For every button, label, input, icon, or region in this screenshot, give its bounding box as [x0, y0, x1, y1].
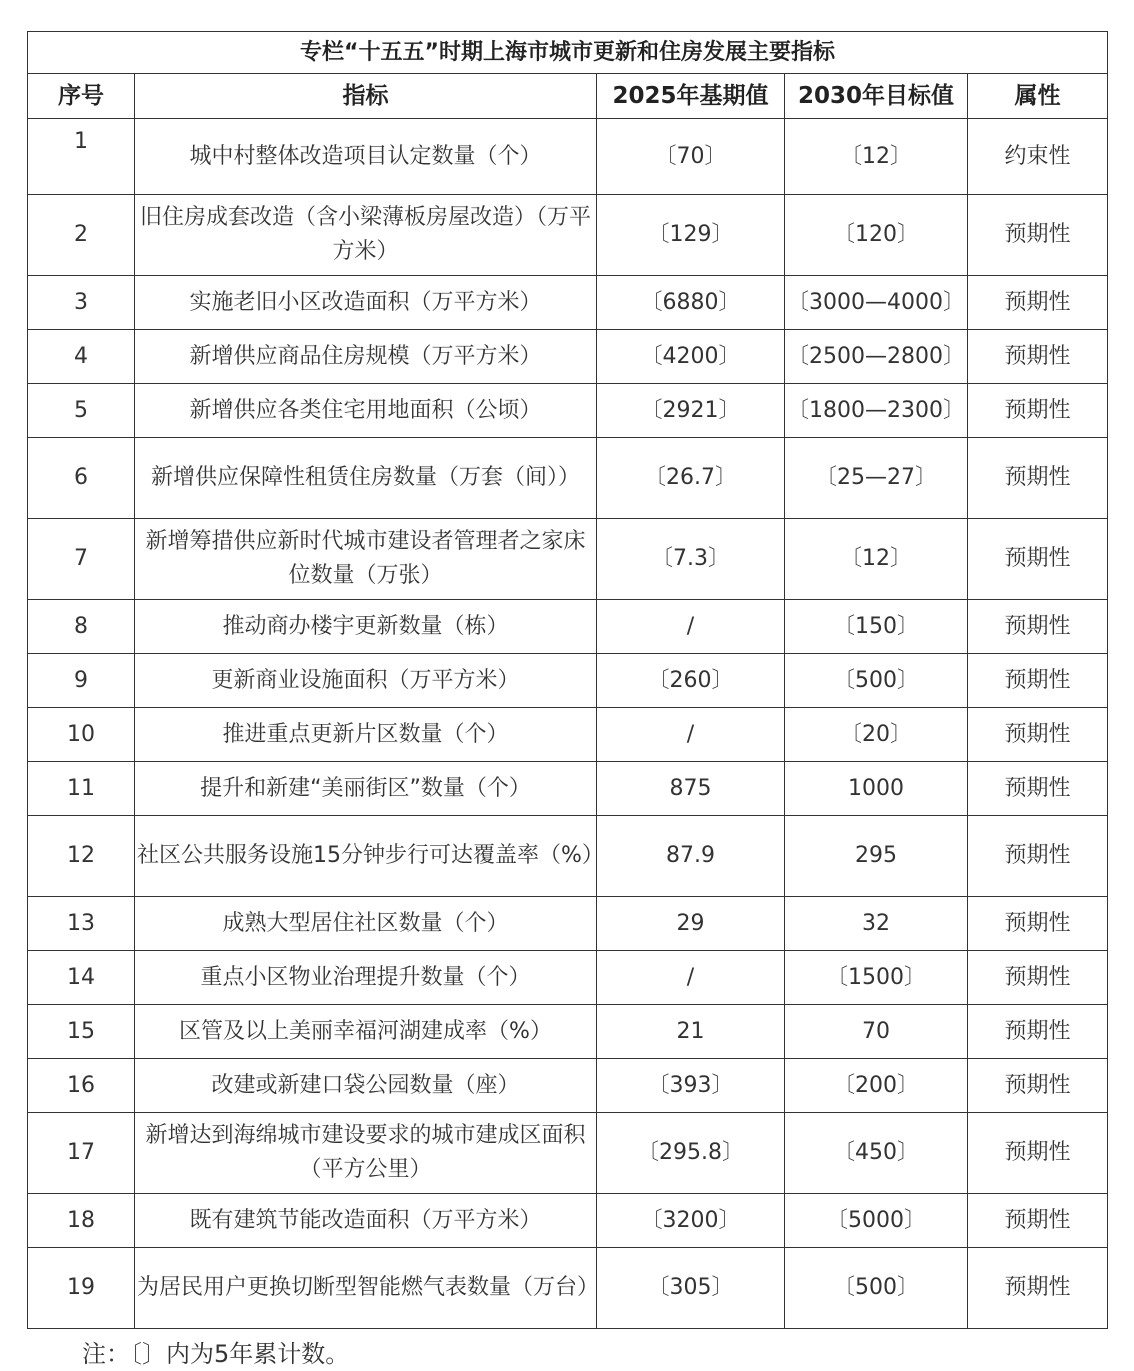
row-attribute: 预期性: [968, 708, 1108, 762]
row-indicator: 新增供应各类住宅用地面积（公顷）: [135, 384, 597, 438]
row-target-2030: 〔12〕: [785, 519, 968, 600]
row-target-2030: 〔120〕: [785, 195, 968, 276]
row-target-2030: 1000: [785, 762, 968, 816]
row-target-2030: 70: [785, 1005, 968, 1059]
table-row: [28, 951, 1108, 1005]
row-seq: 11: [28, 762, 135, 816]
row-base-2025: 〔295.8〕: [597, 1113, 785, 1194]
row-attribute: 预期性: [968, 1194, 1108, 1248]
row-attribute: 预期性: [968, 1113, 1108, 1194]
row-attribute: 预期性: [968, 1005, 1108, 1059]
row-seq: 1: [28, 119, 135, 195]
row-base-2025: /: [597, 951, 785, 1005]
row-target-2030: 〔150〕: [785, 600, 968, 654]
row-indicator: 社区公共服务设施15分钟步行可达覆盖率（%）: [135, 816, 597, 897]
row-target-2030: 〔1800—2300〕: [785, 384, 968, 438]
row-seq: 18: [28, 1194, 135, 1248]
row-seq: 5: [28, 384, 135, 438]
header-indicator: 指标: [135, 74, 597, 119]
row-target-2030: 〔2500—2800〕: [785, 330, 968, 384]
row-attribute: 约束性: [968, 119, 1108, 195]
header-target-2030: 2030年目标值: [785, 74, 968, 119]
row-seq: 14: [28, 951, 135, 1005]
row-target-2030: 〔20〕: [785, 708, 968, 762]
row-seq: 13: [28, 897, 135, 951]
row-attribute: 预期性: [968, 951, 1108, 1005]
table-row: [28, 1194, 1108, 1248]
row-seq: 12: [28, 816, 135, 897]
row-target-2030: 〔25—27〕: [785, 438, 968, 519]
row-target-2030: 〔500〕: [785, 1248, 968, 1329]
row-indicator: 新增供应商品住房规模（万平方米）: [135, 330, 597, 384]
row-seq: 6: [28, 438, 135, 519]
table-row: [28, 1113, 1108, 1194]
row-target-2030: 〔1500〕: [785, 951, 968, 1005]
table-row: [28, 384, 1108, 438]
row-seq: 8: [28, 600, 135, 654]
table-row: [28, 762, 1108, 816]
table-row: [28, 600, 1108, 654]
row-indicator: 重点小区物业治理提升数量（个）: [135, 951, 597, 1005]
row-base-2025: 〔4200〕: [597, 330, 785, 384]
row-target-2030: 〔12〕: [785, 119, 968, 195]
row-base-2025: 〔393〕: [597, 1059, 785, 1113]
row-attribute: 预期性: [968, 654, 1108, 708]
table-row: [28, 1059, 1108, 1113]
row-seq: 2: [28, 195, 135, 276]
row-base-2025: 〔260〕: [597, 654, 785, 708]
header-attribute: 属性: [968, 74, 1108, 119]
row-target-2030: 〔3000—4000〕: [785, 276, 968, 330]
row-indicator: 既有建筑节能改造面积（万平方米）: [135, 1194, 597, 1248]
row-base-2025: 875: [597, 762, 785, 816]
header-row: [28, 74, 1108, 119]
indicators-table: [27, 31, 1108, 1329]
row-seq: 19: [28, 1248, 135, 1329]
row-indicator: 为居民用户更换切断型智能燃气表数量（万台）: [135, 1248, 597, 1329]
row-indicator: 区管及以上美丽幸福河湖建成率（%）: [135, 1005, 597, 1059]
row-attribute: 预期性: [968, 897, 1108, 951]
row-seq: 17: [28, 1113, 135, 1194]
row-attribute: 预期性: [968, 384, 1108, 438]
table-row: [28, 816, 1108, 897]
row-base-2025: /: [597, 708, 785, 762]
row-seq: 3: [28, 276, 135, 330]
row-indicator: 推动商办楼宇更新数量（栋）: [135, 600, 597, 654]
table-row: [28, 519, 1108, 600]
table-row: [28, 708, 1108, 762]
row-seq: 9: [28, 654, 135, 708]
row-seq: 4: [28, 330, 135, 384]
table-title: 专栏“十五五”时期上海市城市更新和住房发展主要指标: [28, 32, 1108, 74]
row-target-2030: 32: [785, 897, 968, 951]
table-row: [28, 438, 1108, 519]
row-target-2030: 295: [785, 816, 968, 897]
header-seq: 序号: [28, 74, 135, 119]
table-row: [28, 195, 1108, 276]
table-note: 注：〔〕内为5年累计数。: [82, 1340, 350, 1368]
table-row: [28, 330, 1108, 384]
row-indicator: 推进重点更新片区数量（个）: [135, 708, 597, 762]
row-target-2030: 〔450〕: [785, 1113, 968, 1194]
table-row: [28, 654, 1108, 708]
row-indicator: 更新商业设施面积（万平方米）: [135, 654, 597, 708]
row-base-2025: 〔26.7〕: [597, 438, 785, 519]
table-body: [28, 119, 1108, 1329]
header-base-2025: 2025年基期值: [597, 74, 785, 119]
table-row: [28, 1248, 1108, 1329]
row-attribute: 预期性: [968, 816, 1108, 897]
row-attribute: 预期性: [968, 1059, 1108, 1113]
row-indicator: 新增达到海绵城市建设要求的城市建成区面积（平方公里）: [135, 1113, 597, 1194]
row-indicator: 改建或新建口袋公园数量（座）: [135, 1059, 597, 1113]
row-base-2025: 〔70〕: [597, 119, 785, 195]
row-base-2025: 21: [597, 1005, 785, 1059]
row-target-2030: 〔200〕: [785, 1059, 968, 1113]
row-base-2025: 〔7.3〕: [597, 519, 785, 600]
row-base-2025: /: [597, 600, 785, 654]
table-row: [28, 897, 1108, 951]
row-indicator: 新增供应保障性租赁住房数量（万套（间））: [135, 438, 597, 519]
row-seq: 10: [28, 708, 135, 762]
row-indicator: 成熟大型居住社区数量（个）: [135, 897, 597, 951]
row-attribute: 预期性: [968, 438, 1108, 519]
row-target-2030: 〔5000〕: [785, 1194, 968, 1248]
row-attribute: 预期性: [968, 1248, 1108, 1329]
row-base-2025: 〔3200〕: [597, 1194, 785, 1248]
row-base-2025: 87.9: [597, 816, 785, 897]
row-attribute: 预期性: [968, 762, 1108, 816]
row-seq: 15: [28, 1005, 135, 1059]
row-base-2025: 〔305〕: [597, 1248, 785, 1329]
table-row: [28, 276, 1108, 330]
row-indicator: 新增筹措供应新时代城市建设者管理者之家床位数量（万张）: [135, 519, 597, 600]
row-base-2025: 〔6880〕: [597, 276, 785, 330]
row-indicator: 实施老旧小区改造面积（万平方米）: [135, 276, 597, 330]
row-indicator: 提升和新建“美丽街区”数量（个）: [135, 762, 597, 816]
row-target-2030: 〔500〕: [785, 654, 968, 708]
row-base-2025: 〔2921〕: [597, 384, 785, 438]
row-attribute: 预期性: [968, 600, 1108, 654]
row-attribute: 预期性: [968, 276, 1108, 330]
row-attribute: 预期性: [968, 195, 1108, 276]
row-seq: 7: [28, 519, 135, 600]
row-seq: 16: [28, 1059, 135, 1113]
row-indicator: 城中村整体改造项目认定数量（个）: [135, 119, 597, 195]
row-attribute: 预期性: [968, 519, 1108, 600]
row-base-2025: 〔129〕: [597, 195, 785, 276]
row-indicator: 旧住房成套改造（含小梁薄板房屋改造）（万平方米）: [135, 195, 597, 276]
row-attribute: 预期性: [968, 330, 1108, 384]
table-row: [28, 119, 1108, 195]
row-base-2025: 29: [597, 897, 785, 951]
table-row: [28, 1005, 1108, 1059]
